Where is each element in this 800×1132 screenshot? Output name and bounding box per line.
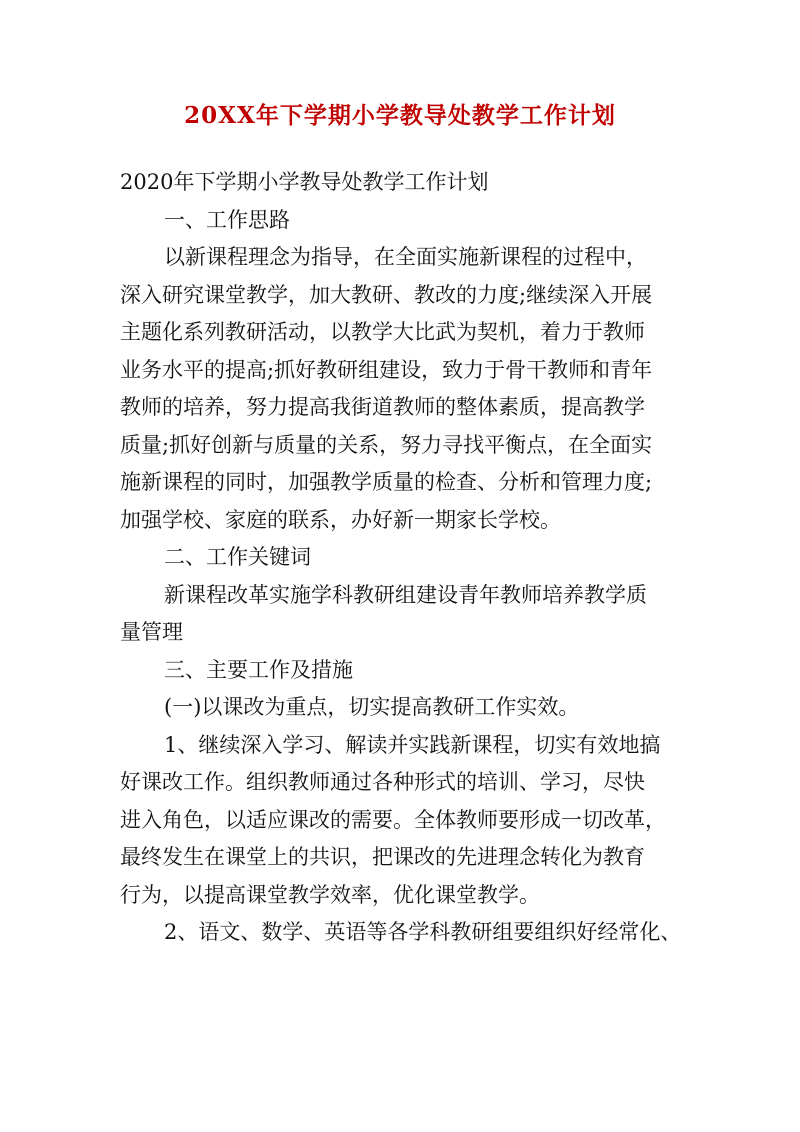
- subsection-heading: (一)以课改为重点，切实提高教研工作实效。: [164, 695, 580, 719]
- body-line: 新课程改革实施学科教研组建设青年教师培养教学质: [164, 582, 647, 607]
- body-line: 2、语文、数学、英语等各学科教研组要组织好经常化、: [164, 920, 682, 944]
- body-line: 好课改工作。组织教师通过各种形式的培训、学习，尽快: [120, 770, 645, 794]
- section-heading: 一、工作思路: [164, 207, 290, 232]
- section-heading: 三、主要工作及措施: [164, 657, 353, 682]
- body-line: 教师的培养，努力提高我街道教师的整体素质，提高教学: [120, 395, 645, 419]
- section-heading: 二、工作关键词: [164, 545, 311, 569]
- body-line: 最终发生在课堂上的共识，把课改的先进理念转化为教育: [120, 845, 645, 869]
- body-line: 量管理: [120, 620, 183, 644]
- body-line: 以新课程理念为指导，在全面实施新课程的过程中，: [164, 245, 647, 269]
- body-line: 进入角色，以适应课改的需要。全体教师要形成一切改革，: [120, 807, 666, 832]
- body-line: 业务水平的提高;抓好教研组建设，致力于骨干教师和青年: [120, 357, 653, 382]
- body-line: 施新课程的同时，加强教学质量的检查、分析和管理力度;: [120, 470, 653, 494]
- body-line: 行为，以提高课堂教学效率，优化课堂教学。: [120, 882, 540, 907]
- body-line: 2020年下学期小学教导处教学工作计划: [120, 170, 489, 194]
- document-body: [120, 164, 680, 952]
- body-line: 1、继续深入学习、解读并实践新课程，切实有效地搞: [164, 732, 661, 757]
- document-title: 20XX年下学期小学教导处教学工作计划: [184, 102, 616, 129]
- body-line: 质量;抓好创新与质量的关系，努力寻找平衡点，在全面实: [120, 432, 653, 457]
- body-line: 深入研究课堂教学，加大教研、教改的力度;继续深入开展: [120, 282, 653, 307]
- body-line: 主题化系列教研活动，以教学大比武为契机，着力于教师: [120, 320, 645, 344]
- body-line: 加强学校、家庭的联系，办好新一期家长学校。: [120, 507, 561, 532]
